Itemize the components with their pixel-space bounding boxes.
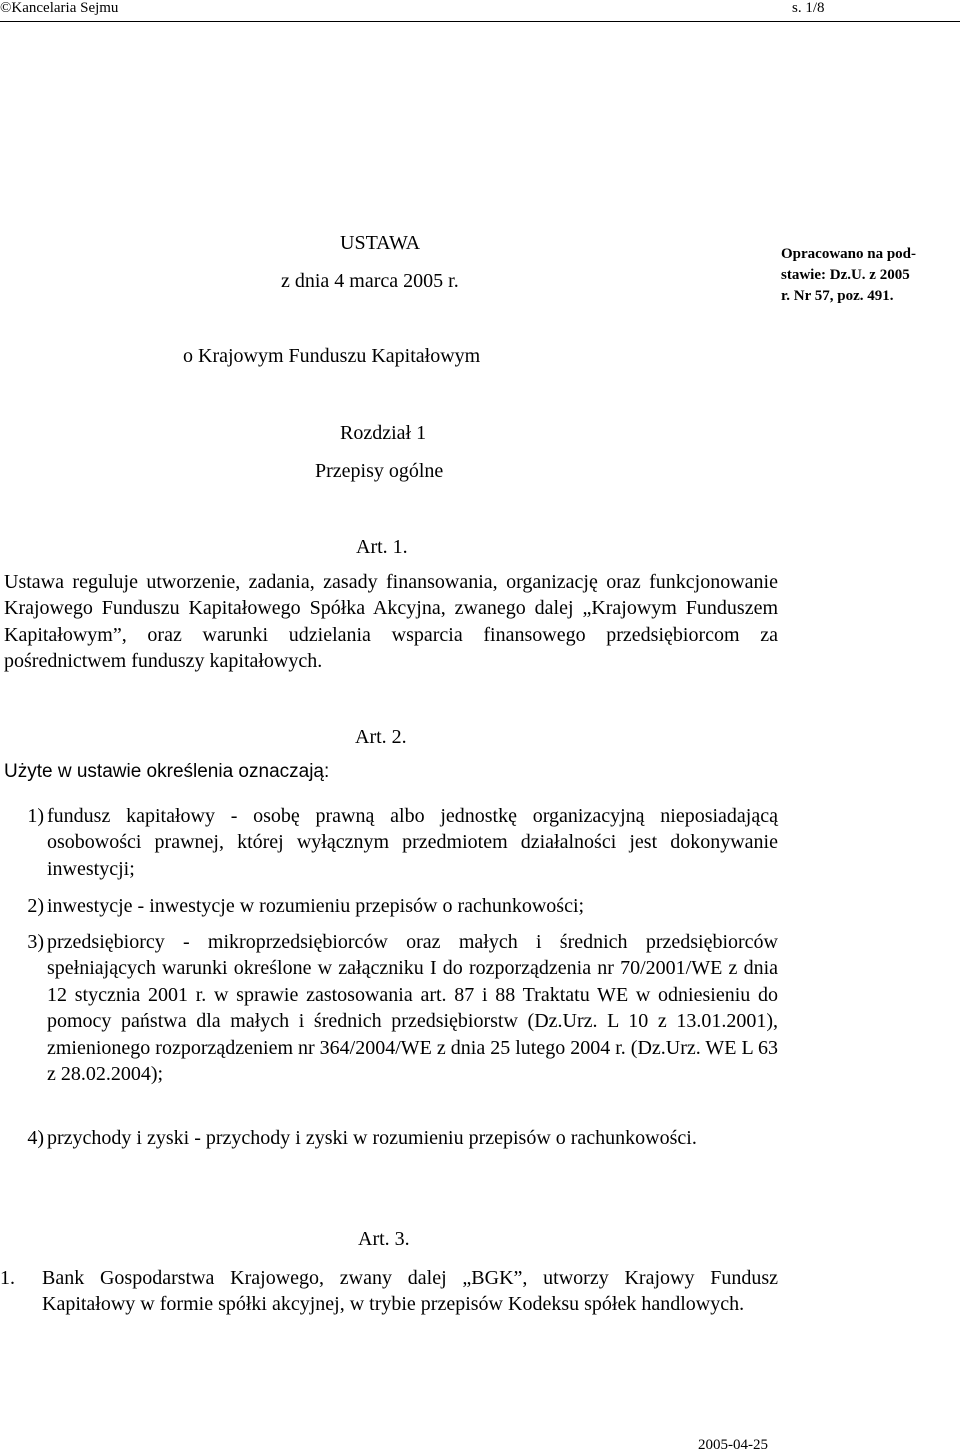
definition-text: przychody i zyski - przychody i zyski w rozumieniu przepisów o rachunkowości. bbox=[47, 1127, 697, 1149]
header-source: ©Kancelaria Sejmu bbox=[0, 0, 119, 16]
definition-item bbox=[27, 1125, 778, 1151]
article-1-heading: Art. 1. bbox=[356, 536, 408, 558]
definition-item bbox=[27, 803, 778, 882]
definition-number: 3) bbox=[27, 931, 44, 953]
header-divider bbox=[0, 21, 960, 22]
definition-number: 2) bbox=[27, 895, 44, 917]
article-2-intro: Użyte w ustawie określenia oznaczają: bbox=[4, 761, 330, 782]
definition-text: fundusz kapitałowy - osobę prawną albo jednostkę organizacyjną nieposiadającą osobowości prawnej, której wyłącznym przedmiotem działalności jest dokonywanie inwestycji; bbox=[47, 805, 778, 880]
article-3-heading: Art. 3. bbox=[358, 1228, 410, 1250]
document-date: z dnia 4 marca 2005 r. bbox=[281, 270, 459, 292]
article-1-text: Ustawa reguluje utworzenie, zadania, zasady finansowania, organizację oraz funkcjonowanie Krajowego Funduszu Kapitałowego Spółka Akcyjna, zwanego dalej „Krajowym Funduszem Kapitałowym”, oraz warunki udzielania wsparcia finansowego przedsiębiorcom za pośrednictwem funduszy kapitałowych. bbox=[4, 571, 778, 673]
definition-number: 4) bbox=[27, 1127, 44, 1149]
chapter-name: Przepisy ogólne bbox=[315, 460, 444, 482]
article-2-heading: Art. 2. bbox=[355, 726, 407, 748]
definition-number: 1) bbox=[27, 805, 44, 827]
chapter-label: Rozdział 1 bbox=[340, 422, 427, 444]
definition-item bbox=[27, 929, 778, 1087]
header-page-number: s. 1/8 bbox=[792, 0, 825, 16]
document-title: USTAWA bbox=[340, 232, 421, 254]
definition-text: inwestycje - inwestycje w rozumieniu przepisów o rachunkowości; bbox=[47, 895, 585, 917]
paragraph-number: 1. bbox=[0, 1267, 15, 1289]
source-note-line: stawie: Dz.U. z 2005 bbox=[781, 267, 910, 283]
source-note-line: r. Nr 57, poz. 491. bbox=[781, 288, 894, 304]
article-3-text: Bank Gospodarstwa Krajowego, zwany dalej „BGK”, utworzy Krajowy Fundusz Kapitałowy w formie spółki akcyjnej, w trybie przepisów Kodeksu spółek handlowych. bbox=[42, 1267, 778, 1316]
definition-item bbox=[27, 893, 778, 919]
article-3-paragraph bbox=[0, 1265, 778, 1318]
source-note bbox=[781, 244, 916, 307]
footer-date: 2005-04-25 bbox=[698, 1437, 768, 1453]
definition-text: przedsiębiorcy - mikroprzedsiębiorców oraz małych i średnich przedsiębiorców spełniających warunki określone w załączniku I do rozporządzenia nr 70/2001/WE z dnia 12 stycznia 2001 r. w sprawie zastosowania art. 87 i 88 Traktatu WE w odniesieniu do pomocy państwa dla małych i średnich przedsiębiorstw (Dz.Urz. L 10 z 13.01.2001), zmienionego rozporządzeniem nr 364/2004/WE z dnia 25 lutego 2004 r. (Dz.Urz. WE L 63 z 28.02.2004); bbox=[47, 931, 778, 1086]
document-subject: o Krajowym Funduszu Kapitałowym bbox=[183, 345, 481, 367]
source-note-line: Opracowano na pod- bbox=[781, 246, 917, 262]
